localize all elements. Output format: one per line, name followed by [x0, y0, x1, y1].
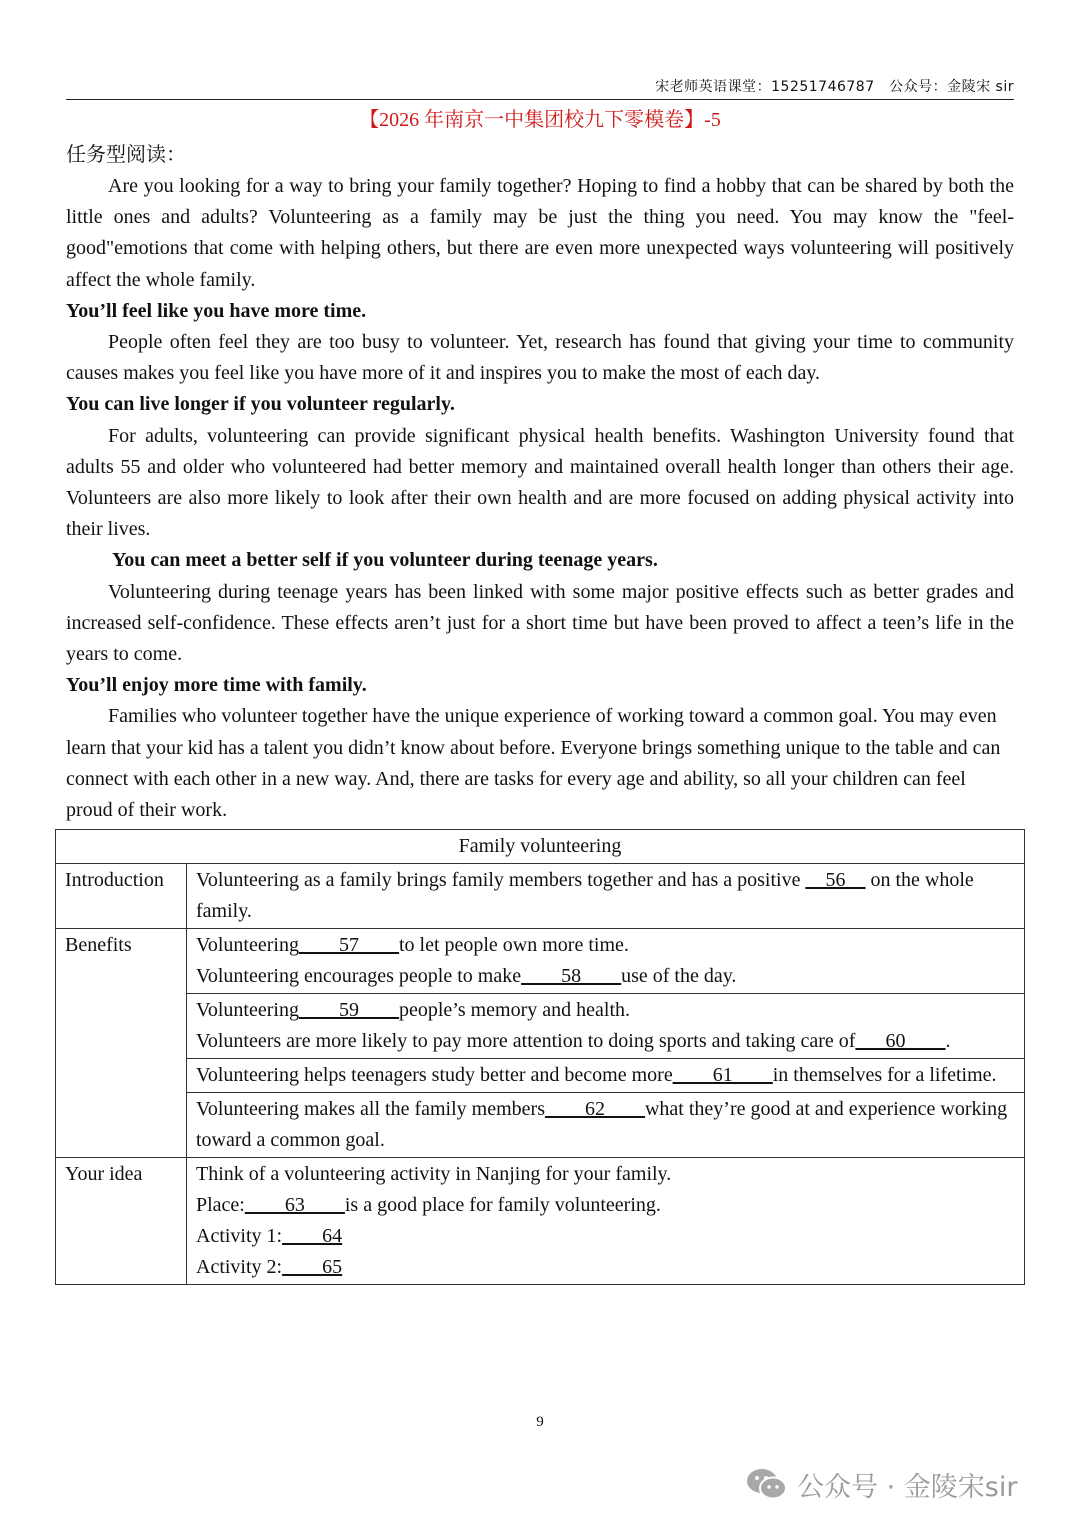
table-row-benefit-4	[56, 1093, 1025, 1158]
table-row-benefit-1	[56, 929, 1025, 994]
row-label-introduction: Introduction	[56, 864, 187, 929]
benefit-cell-4: Volunteering makes all the family members____62____what they’re good at and experience working toward a common goal.	[187, 1093, 1025, 1158]
page-number: 9	[536, 1414, 544, 1430]
table-row-your-idea	[56, 1158, 1025, 1285]
blank-56[interactable]: __56__	[805, 869, 866, 891]
row-label-benefits: Benefits	[56, 929, 187, 1158]
subheading-2: You can live longer if you volunteer regularly.	[66, 393, 455, 416]
table-heading: Family volunteering	[56, 830, 1025, 864]
reading-passage	[66, 171, 1014, 826]
section-label: 任务型阅读：	[66, 144, 186, 166]
benefit-cell-3: Volunteering helps teenagers study better and become more____61____in themselves for a lifetime.	[187, 1059, 1025, 1093]
table-heading-row	[56, 830, 1025, 864]
row-label-your-idea: Your idea	[56, 1158, 187, 1285]
blank-60[interactable]: ___60____	[855, 1030, 946, 1052]
task-table	[55, 829, 1025, 1285]
wechat-icon	[745, 1466, 789, 1502]
benefit-cell-2: Volunteering____59____people’s memory and health. Volunteers are more likely to pay more attention to doing sports and taking care of___60____.	[187, 994, 1025, 1059]
blank-62[interactable]: ____62____	[544, 1098, 645, 1120]
table-row-benefit-2	[56, 994, 1025, 1059]
table-row-benefit-3	[56, 1059, 1025, 1093]
subheading-1: You’ll feel like you have more time.	[66, 299, 367, 322]
header-contact: 宋老师英语课堂：15251746787 公众号：金陵宋 sir	[655, 79, 1014, 95]
watermark-text: 公众号 · 金陵宋sir	[797, 1471, 1018, 1503]
blank-61[interactable]: ____61____	[672, 1064, 773, 1086]
watermark	[745, 1464, 1017, 1504]
blank-63[interactable]: ____63____	[244, 1194, 345, 1216]
blank-64[interactable]: ____64	[282, 1225, 343, 1247]
exam-title: 【2026 年南京一中集团校九下零模卷】-5	[359, 109, 721, 131]
header-rule	[66, 99, 1014, 100]
blank-59[interactable]: ____59____	[298, 999, 399, 1021]
paragraph-2: People often feel they are too busy to volunteer. Yet, research has found that giving your time to community causes makes you feel like you have more of it and inspires you to make the most of each day.	[66, 331, 1014, 385]
subheading-3: You can meet a better self if you volunteer during teenage years.	[112, 549, 658, 572]
blank-58[interactable]: ____58____	[521, 965, 622, 987]
table-row-introduction	[56, 864, 1025, 929]
benefit-cell-1: Volunteering____57____to let people own more time. Volunteering encourages people to make____58____use of the day.	[187, 929, 1025, 994]
paragraph-3: For adults, volunteering can provide significant physical health benefits. Washington University found that adults 55 and older who volunteered had better memory and maintained overall health longer than others their age. Volunteers are also more likely to look after their own health and are more focused on adding physical activity into their lives.	[66, 424, 1014, 541]
paragraph-4: Volunteering during teenage years has been linked with some major positive effects such as better grades and increased self-confidence. These effects aren’t just for a short time but have been proved to affect a teen’s life in the years to come.	[66, 580, 1014, 666]
your-idea-cell: Think of a volunteering activity in Nanjing for your family. Place:____63____is a good place for family volunteering. Activity 1:____64 Activity 2:____65	[187, 1158, 1025, 1285]
subheading-4: You’ll enjoy more time with family.	[66, 674, 367, 697]
blank-65[interactable]: ____65	[282, 1256, 343, 1278]
introduction-cell: Volunteering as a family brings family members together and has a positive __56__ on the whole family.	[187, 864, 1025, 929]
paragraph-5: Families who volunteer together have the unique experience of working toward a common goal. You may even learn that your kid has a talent you didn’t know about before. Everyone brings something unique to the table and can connect with each other in a new way. And, there are tasks for every age and ability, so all your children can feel proud of their work.	[66, 705, 1001, 822]
paragraph-1: Are you looking for a way to bring your family together? Hoping to find a hobby that can be shared by both the little ones and adults? Volunteering as a family may be just the thing you need. You may know the "feel-good"emotions that come with helping others, but there are even more unexpected ways volunteering will positively affect the whole family.	[66, 175, 1014, 291]
blank-57[interactable]: ____57____	[298, 934, 399, 956]
